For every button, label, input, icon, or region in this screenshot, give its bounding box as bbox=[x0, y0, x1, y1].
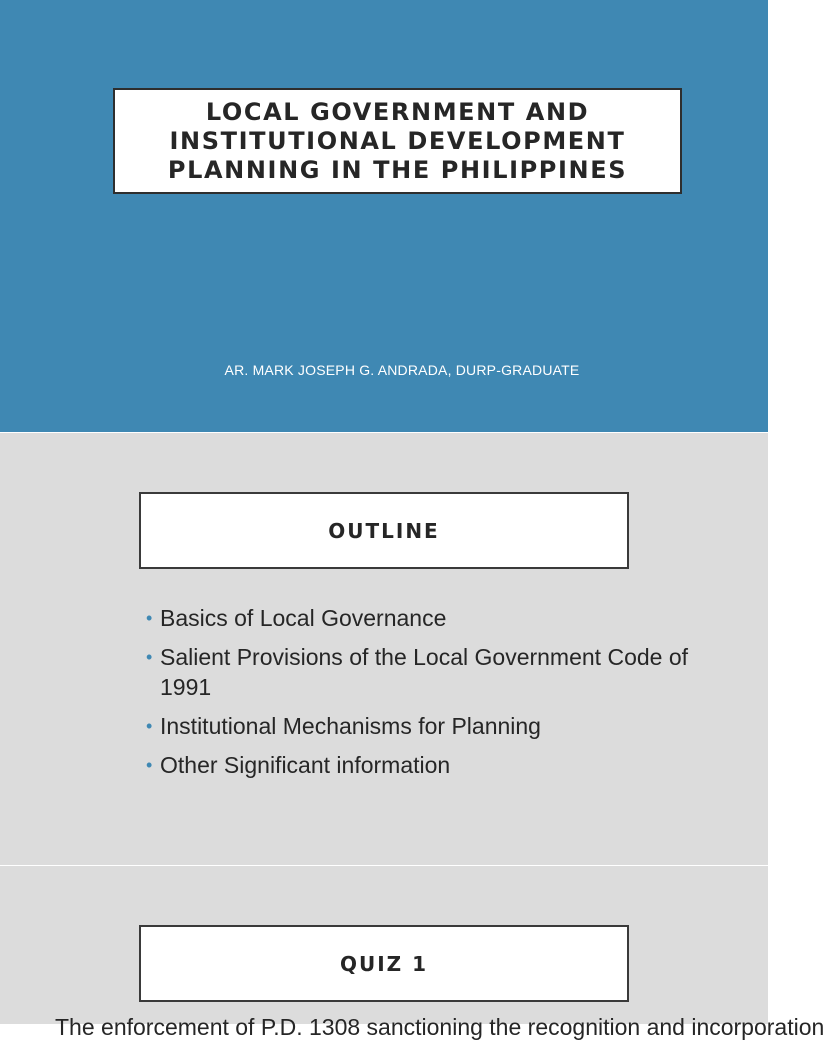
list-item-text: Institutional Mechanisms for Planning bbox=[160, 713, 541, 739]
bullet-icon: • bbox=[146, 647, 153, 667]
outline-heading: OUTLINE bbox=[328, 518, 440, 543]
outline-header-box bbox=[139, 492, 629, 569]
list-item bbox=[146, 750, 726, 780]
presenter-name: AR. MARK JOSEPH G. ANDRADA, DURP-GRADUATE bbox=[224, 362, 580, 378]
title-box bbox=[113, 88, 682, 194]
bullet-icon: • bbox=[146, 716, 153, 736]
outline-list bbox=[146, 603, 726, 789]
quiz-slide bbox=[0, 866, 824, 1040]
list-item-text: Salient Provisions of the Local Government Code of 1991 bbox=[160, 644, 689, 700]
list-item bbox=[146, 642, 726, 702]
outline-slide bbox=[0, 433, 768, 865]
list-item-text: Basics of Local Governance bbox=[160, 605, 447, 631]
list-item bbox=[146, 603, 726, 633]
quiz-heading: QUIZ 1 bbox=[339, 951, 429, 976]
list-item-text: Other Significant information bbox=[160, 752, 451, 778]
quiz-body-text: The enforcement of P.D. 1308 sanctioning the recognition and incorporation bbox=[55, 1014, 824, 1040]
bullet-icon: • bbox=[146, 608, 153, 628]
bullet-icon: • bbox=[146, 755, 153, 775]
presentation-title: LOCAL GOVERNMENT AND INSTITUTIONAL DEVELOPMENT PLANNING IN THE PHILIPPINES bbox=[167, 97, 628, 184]
list-item bbox=[146, 711, 726, 741]
title-slide bbox=[0, 0, 768, 432]
quiz-header-box bbox=[139, 925, 629, 1002]
